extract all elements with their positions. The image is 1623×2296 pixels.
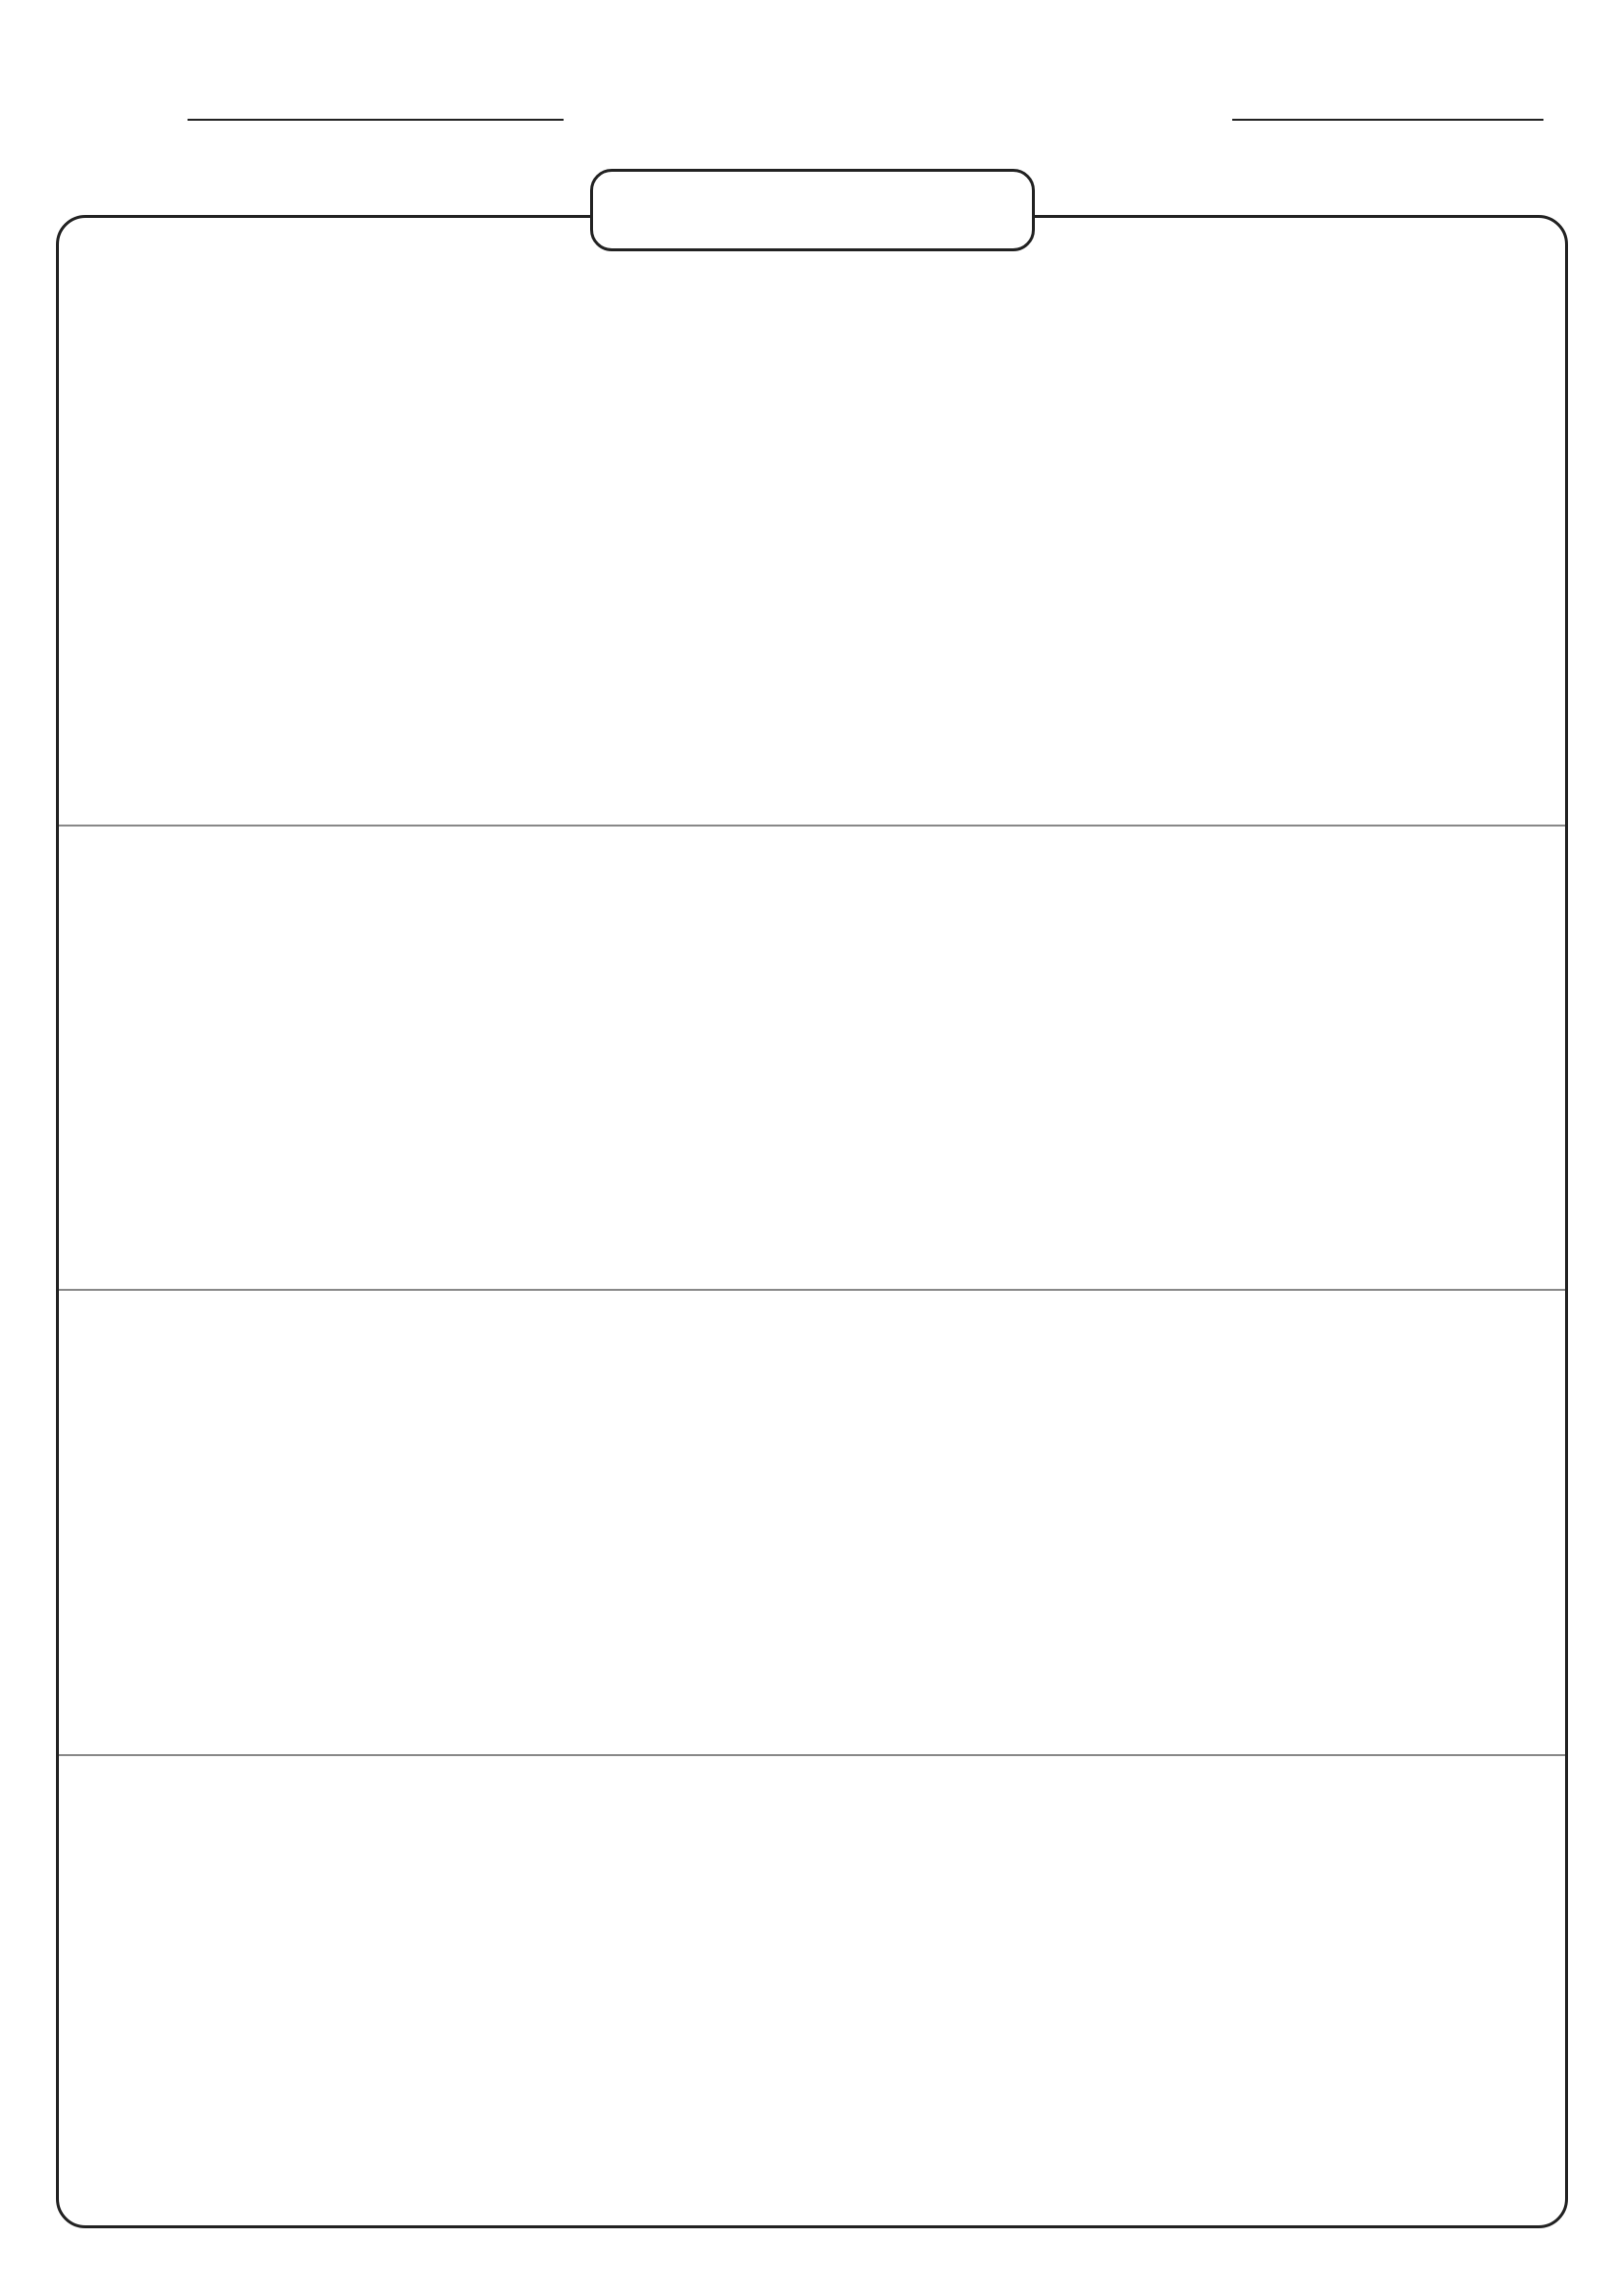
worksheet-frame [56, 215, 1568, 2228]
worksheet-title [590, 169, 1035, 251]
name-field[interactable] [188, 119, 564, 121]
score-field[interactable] [1232, 119, 1543, 121]
row-divider [59, 1754, 1565, 1756]
row-divider [59, 825, 1565, 827]
row-divider [59, 1289, 1565, 1291]
